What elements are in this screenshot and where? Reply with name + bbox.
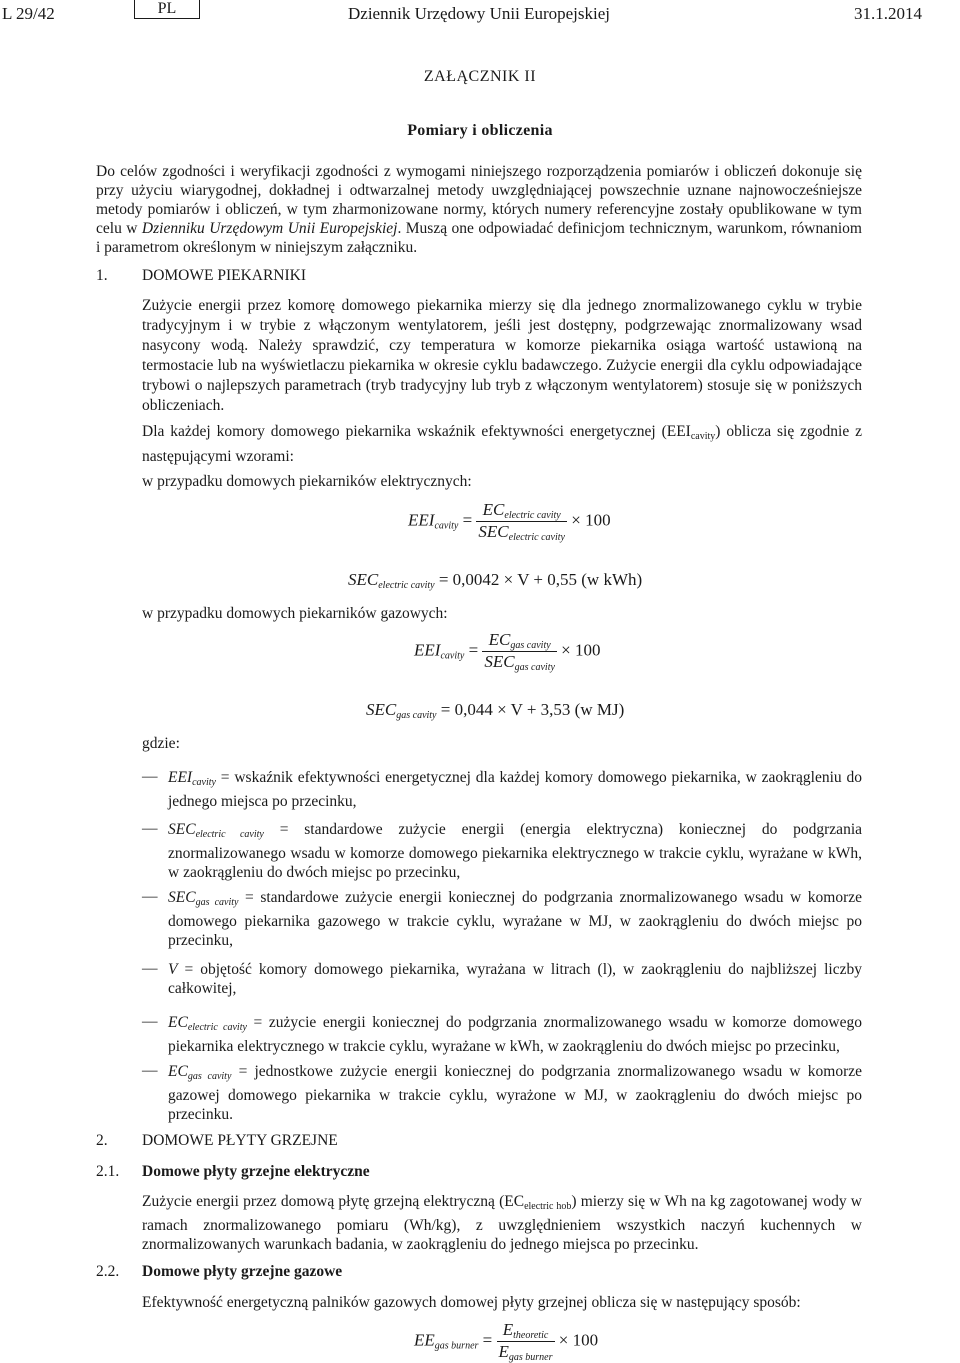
b-times100: × 100 <box>558 1330 599 1350</box>
definition-symbol: SEC <box>168 889 196 906</box>
f-sec2: SEC <box>348 570 379 589</box>
f-sec-elec-rhs: = 0,0042 × V + 0,55 (w kWh) <box>438 570 643 589</box>
definition-symbol-sub: electric cavity <box>195 829 264 840</box>
f-times100: × 100 <box>571 510 611 530</box>
definition-item <box>168 888 862 950</box>
p2-sub: cavity <box>690 431 716 442</box>
definition-symbol: V <box>168 961 178 978</box>
fraction-gas <box>482 630 557 673</box>
p2-text-b: ) oblicza się zgodnie z następującymi wzorami: <box>142 423 862 465</box>
section-2-2-number: 2.2. <box>96 1263 120 1280</box>
f-ec-sub: electric cavity <box>504 510 561 521</box>
b-e-sub: theoretic <box>513 1330 549 1341</box>
g-eei: EEI <box>414 640 441 660</box>
b-e2: E <box>498 1342 509 1361</box>
language-box: PL <box>134 0 200 19</box>
section-1-paragraph-1: Zużycie energii przez komorę domowego piekarnika mierzy się dla jednego znormalizowanego cyklu w trybie tradycyjnym i w trybie z włączonym wentylatorem, jeśli jest dostępny, podgrzewając znormalizowany wsad nasycony wodą. Należy sprawdzić, czy temperatura w komorze piekarnika osiąga wartość ustawioną na termostacie lub na wyświetlaczu piekarnika w okresie cyklu badawczego. Zużycie energii dla cyklu odpowiadające trybowi o najlepszych parametrach (tryb tradycyjny lub tryb z włączonym wentylatorem) stosuje się w poniższych obliczeniach. <box>142 297 862 414</box>
definition-symbol-sub: electric cavity <box>187 1022 247 1033</box>
p2-text-a: Dla każdej komory domowego piekarnika wskaźnik efektywności energetycznej (EEI <box>142 423 691 440</box>
g-times100: × 100 <box>561 640 601 660</box>
formula-ee-gas-burner: $EE_{gas burner}$ = $\frac{E_{theoretic}}{E_{gas burner}}$ × 100 <box>414 1320 599 1363</box>
page-number: L 29/42 <box>2 4 55 23</box>
definition-symbol: EEI <box>168 769 193 786</box>
s21-text-b: ) mierzy się w Wh na kg zagotowanej wody w ramach znormalizowanego pomiaru (Wh/kg), z uwzględnieniem wszystkich naczyń kuchennych w znormalizowanych warunkach badania, w zaokrągleniu do jednego miejsca po przecinku. <box>142 1193 863 1253</box>
fraction-burner <box>497 1320 555 1363</box>
f-ec: EC <box>482 500 505 519</box>
f-sec-gas-rhs: = 0,044 × V + 3,53 (w MJ) <box>440 700 625 719</box>
definition-symbol-sub: cavity <box>192 777 216 788</box>
g-ec: EC <box>488 630 511 649</box>
definition-item <box>168 1062 862 1124</box>
intro-text-a: Do celów zgodności i weryfikacji zgodności z wymogami niniejszego rozporządzenia pomiarów i obliczeń dokonuje się przy użyciu wiarygodnej, dokładnej i odtwarzalnej metody uwzględniającej powszechnie uznane najnowocześniejsze metody pomiarów i obliczeń, w tym zharmonizowane normy, których numery referencyjne zostały opublikowane w tym celu w <box>96 163 862 237</box>
s21-sub: electric hob <box>524 1201 572 1212</box>
section-1-number: 1. <box>96 267 108 284</box>
definition-symbol: EC <box>168 1063 188 1080</box>
g-sec2: SEC <box>366 700 397 719</box>
publication-date: 31.1.2014 <box>854 4 922 23</box>
definition-item <box>168 820 862 882</box>
definition-item <box>168 960 862 998</box>
annex-heading: ZAŁĄCZNIK II <box>423 68 537 85</box>
intro-text-c: . Muszą one odpowiadać definicjom technicznym, warunkom, równaniom i parametrom określonym w niniejszym załączniku. <box>96 220 862 256</box>
page-title: Pomiary i obliczenia <box>407 122 553 139</box>
definition-item <box>168 1013 862 1056</box>
formula-sec-electric <box>348 570 642 591</box>
s21-text-a: Zużycie energii przez domową płytę grzejną elektryczną (EC <box>142 1193 525 1210</box>
g-sec2-sub: gas cavity <box>396 710 437 721</box>
definition-text: = standardowe zużycie energii (energia elektryczna) koniecznej do podgrzania znormalizowanego wsadu w komorze domowego piekarnika elektrycznego w trakcie cyklu, wyrażane w kWh, w zaokrągleniu do dwóch miejsc po przecinku, <box>168 821 862 881</box>
intro-paragraph <box>96 162 862 257</box>
definition-text: = wskaźnik efektywności energetycznej dla każdej komory domowego piekarnika, w zaokrągleniu do jednego miejsca po przecinku, <box>168 769 862 810</box>
intro-journal-ref: Dzienniku Urzędowym Unii Europejskiej <box>141 220 398 237</box>
definition-dash: — <box>142 888 158 905</box>
section-2-1-paragraph <box>142 1192 862 1254</box>
f-cavity: cavity <box>434 520 459 532</box>
fraction-electric <box>476 500 567 543</box>
definition-item <box>168 768 862 811</box>
electric-label: w przypadku domowych piekarników elektrycznych: <box>142 473 472 490</box>
definition-dash: — <box>142 820 158 837</box>
g-sec: SEC <box>484 652 515 671</box>
section-2-title: DOMOWE PŁYTY GRZEJNE <box>142 1132 338 1149</box>
section-2-1-title: Domowe płyty grzejne elektryczne <box>142 1163 370 1180</box>
definition-symbol: EC <box>168 1014 188 1031</box>
definition-text: = standardowe zużycie energii koniecznej do podgrzania znormalizowanego wsadu w komorze domowego piekarnika gazowego w trakcie cyklu, wyrażane w MJ, w zaokrągleniu do dwóch miejsc po przecinku, <box>168 889 863 949</box>
definition-dash: — <box>142 1062 158 1079</box>
f-sec-sub: electric cavity <box>508 532 565 543</box>
section-2-1-number: 2.1. <box>96 1163 120 1180</box>
definition-dash: — <box>142 768 158 785</box>
f-sec: SEC <box>478 522 509 541</box>
formula-eei-gas: $EEI_{cavity}$ = $\frac{EC_{gas cavity}}{SEC_{gas cavity}}$ × 100 <box>414 630 601 673</box>
section-2-2-title: Domowe płyty grzejne gazowe <box>142 1263 343 1280</box>
definition-symbol: SEC <box>168 821 196 838</box>
definition-text: = zużycie energii koniecznej do podgrzania znormalizowanego wsadu w komorze domowego piekarnika elektrycznego w trakcie cyklu, wyrażane w kWh, w zaokrągleniu do dwóch miejsc po przecinku, <box>168 1014 862 1055</box>
b-e: E <box>502 1320 514 1339</box>
where-label: gdzie: <box>142 735 180 752</box>
g-cavity: cavity <box>440 650 465 662</box>
formula-sec-gas <box>366 700 624 721</box>
section-2-number: 2. <box>96 1132 108 1149</box>
definition-dash: — <box>142 1013 158 1030</box>
definition-symbol-sub: gas cavity <box>195 897 239 908</box>
g-ec-sub: gas cavity <box>510 640 551 651</box>
gas-label: w przypadku domowych piekarników gazowych: <box>142 605 448 622</box>
formula-eei-electric: $EEI_{cavity}$ = $\frac{EC_{electric cavity}}{SEC_{electric cavity}}$ × 100 <box>408 500 611 543</box>
definition-dash: — <box>142 960 158 977</box>
g-sec-sub: gas cavity <box>514 662 555 673</box>
section-2-2-paragraph: Efektywność energetyczną palników gazowych domowej płyty grzejnej oblicza się w następujący sposób: <box>142 1294 801 1311</box>
definition-text: = jednostkowe zużycie energii koniecznej do podgrzania znormalizowanego wsadu w komorze gazowej domowego piekarnika w trakcie cyklu, wyrażone w MJ, w zaokrągleniu do dwóch miejsc po przecinku. <box>168 1063 863 1123</box>
definition-text: = objętość komory domowego piekarnika, wyrażana w litrach (l), w zaokrągleniu do najbliższej liczby całkowitej, <box>168 961 862 997</box>
definition-symbol-sub: gas cavity <box>187 1071 232 1082</box>
b-ee-sub: gas burner <box>434 1340 479 1352</box>
f-eei: EEI <box>408 510 435 530</box>
section-1-title: DOMOWE PIEKARNIKI <box>142 267 307 284</box>
journal-title: Dziennik Urzędowy Unii Europejskiej <box>348 4 611 23</box>
f-sec2-sub: electric cavity <box>378 580 435 591</box>
b-e2-sub: gas burner <box>508 1352 553 1363</box>
b-ee: EE <box>414 1330 435 1350</box>
section-1-paragraph-2 <box>142 422 862 467</box>
